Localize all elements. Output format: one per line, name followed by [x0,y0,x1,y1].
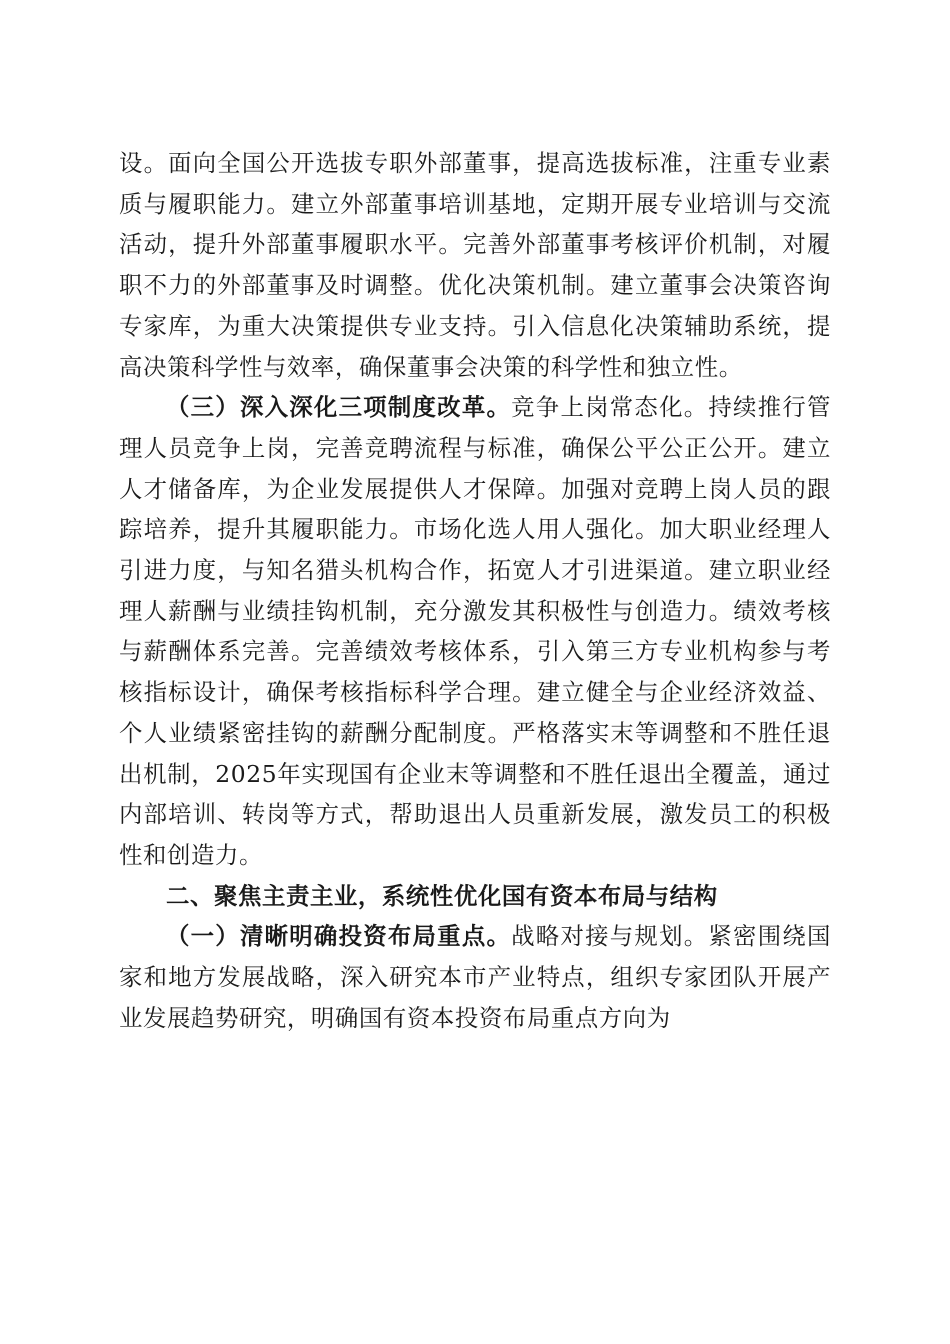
paragraph-text: 竞争上岗常态化。持续推行管理人员竞争上岗，完善竞聘流程与标准，确保公平公正公开。建立人才储备库，为企业发展提供人才保障。加强对竞聘上岗人员的跟踪培养，提升其履职能力。市场化选人用人强化。加大职业经理人引进力度，与知名猎头机构合作，拓宽人才引进渠道。建立职业经理人薪酬与业绩挂钩机制，充分激发其积极性与创造力。绩效考核与薪酬体系完善。完善绩效考核体系，引入第三方专业机构参与考核指标设计，确保考核指标科学合理。建立健全与企业经济效益、个人业绩紧密挂钩的薪酬分配制度。严格落实末等调整和不胜任退出机制，2025年实现国有企业末等调整和不胜任退出全覆盖，通过内部培训、转岗等方式，帮助退出人员重新发展，激发员工的积极性和创造力。 [119,393,831,869]
paragraph-heading: （一）清晰明确投资布局重点。 [166,922,512,951]
paragraph-text: 设。面向全国公开选拔专职外部董事，提高选拔标准，注重专业素质与履职能力。建立外部董事培训基地，定期开展专业培训与交流活动，提升外部董事履职水平。完善外部董事考核评价机制，对履职不力的外部董事及时调整。优化决策机制。建立董事会决策咨询专家库，为重大决策提供专业支持。引入信息化决策辅助系统，提高决策科学性与效率，确保董事会决策的科学性和独立性。 [119,149,831,381]
paragraph-board-construction [119,143,831,387]
paragraph-heading: （三）深入深化三项制度改革。 [166,393,512,422]
paragraph-text: 战略对接与规划。紧密围绕国家和地方发展战略，深入研究本市产业特点，组织专家团队开展产业发展趋势研究，明确国有资本投资布局重点方向为 [119,922,831,1032]
document-body [119,143,831,1038]
paragraph-investment-layout [119,916,831,1038]
section-heading: 二、聚焦主责主业，系统性优化国有资本布局与结构 [166,881,718,910]
paragraph-three-systems-reform [119,387,831,875]
